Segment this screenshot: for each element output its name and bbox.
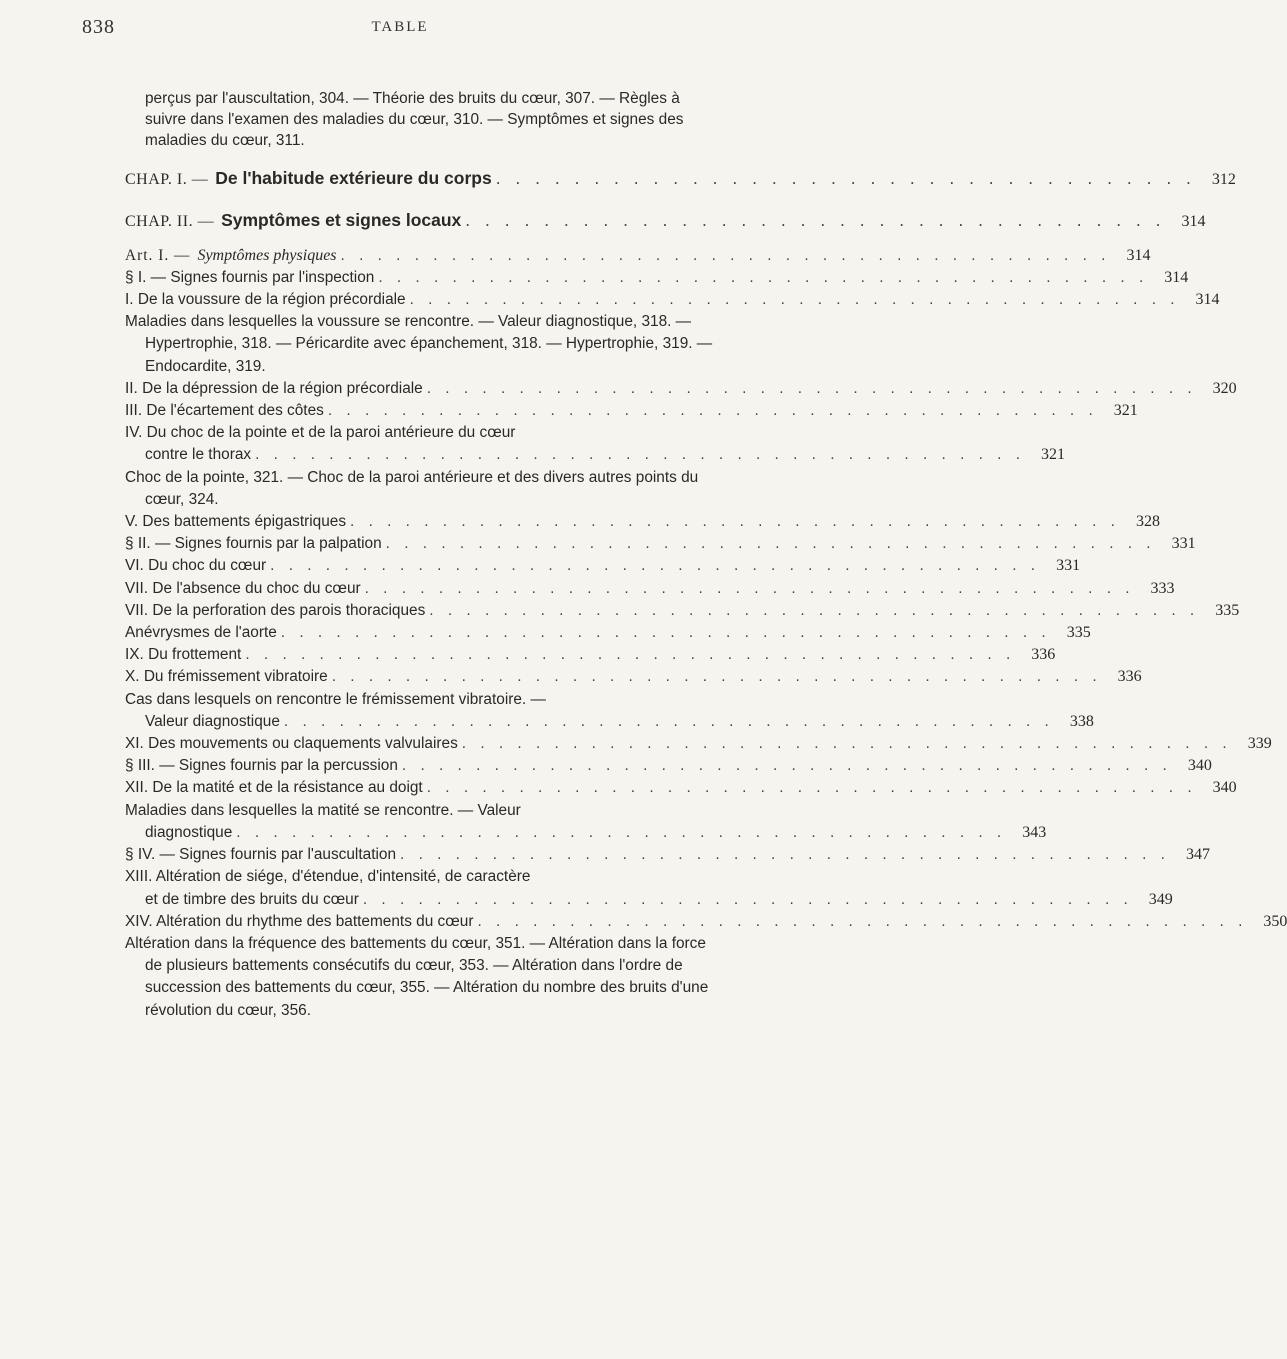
- chapter-label: CHAP. II. —: [125, 212, 215, 230]
- page-ref: 312: [1211, 170, 1236, 188]
- dot-leader: . . . . . . . . . . . . . . . . . . . . . . . . . . . . . . . . . . . . . . . . . .: [362, 890, 1133, 908]
- chapter-1-entry: [125, 166, 1236, 192]
- page-ref: 338: [1069, 712, 1094, 730]
- toc-entry: [125, 600, 1240, 622]
- dot-leader: . . . . . . . . . . . . . . . . . . . . . . . . . . . . . . . . . . . . . . . . . .: [280, 624, 1051, 642]
- entry-title: IX. Du frottement: [125, 646, 242, 664]
- toc-entry: [125, 511, 1160, 533]
- page-ref: 347: [1185, 846, 1210, 864]
- page-ref: 349: [1148, 890, 1173, 908]
- dot-leader: . . . . . . . . . . . . . . . . . . . . . . . . . . . . . . . . . . . . . . . . . .: [400, 846, 1170, 864]
- page-ref: 328: [1135, 513, 1160, 531]
- entry-title: XIV. Altération du rhythme des battements du cœur: [125, 912, 474, 930]
- entry-title: IV. Du choc de la pointe et de la paroi antérieure du cœur: [125, 424, 516, 442]
- page-ref: 336: [1117, 668, 1142, 686]
- toc-entry: [125, 378, 1237, 400]
- dot-leader: . . . . . . . . . . . . . . . . . . . . . . . . . . . . . . . . . . . . . . . . . .: [270, 557, 1041, 575]
- dot-leader: . . . . . . . . . . . . . . . . . . . . . . . . . . . . . . . . . . . . . . . . . .: [426, 379, 1197, 397]
- entry-title: XI. Des mouvements ou claquements valvulaires: [125, 735, 458, 753]
- entry-title: VII. De la perforation des parois thoraciques: [125, 601, 426, 619]
- toc-entry: [125, 578, 1175, 600]
- toc-entry-continuation: [125, 711, 1094, 733]
- dot-leader: . . . . . . . . . . . . . . . . . . . . . . . . . . . . . . . . . . . . . . . . . .: [378, 268, 1149, 286]
- dot-leader: . . . . . . . . . . . . . . . . . . . . . . . . . . . . . . . . . . . . . . . . . .: [477, 912, 1248, 930]
- intro-paragraph: perçus par l'auscultation, 304. — Théorie des bruits du cœur, 307. — Règles à suivre dans l'examen des maladies du cœur, 310. — Symptômes et signes des maladies du cœur, 311.: [145, 90, 684, 150]
- entry-title: II. De la dépression de la région précordiale: [125, 379, 423, 397]
- toc-entry-continuation: [125, 822, 1047, 844]
- dot-leader: . . . . . . . . . . . . . . . . . . . . . . . . . . . . . . . . . . . .: [465, 209, 1166, 230]
- toc-entry: [125, 422, 717, 444]
- dot-leader: . . . . . . . . . . . . . . . . . . . . . . . . . . . . . . . . . . . . . . . . . .: [283, 712, 1054, 730]
- toc-entry: [125, 689, 717, 711]
- dot-leader: . . . . . . . . . . . . . . . . . . . . . . . . . . . . . . . . . . . . . . . . . .: [364, 579, 1135, 597]
- entry-title: § III. — Signes fournis par la percussion: [125, 757, 398, 775]
- entry-title: Anévrysmes de l'aorte: [125, 624, 277, 642]
- toc-paragraph: Altération dans la fréquence des battements du cœur, 351. — Altération dans la force de plusieurs battements consécutifs du cœur, 353. — Altération dans l'ordre de succession des battements du cœur, 355. — Altération du nombre des bruits d'une révolution du cœur, 356.: [125, 934, 709, 1019]
- page-ref: 340: [1212, 779, 1237, 797]
- dot-leader: . . . . . . . . . . . . . . . . . . . . . . . . . . . . . . . . . . . . . . . . . .: [340, 246, 1111, 264]
- page-ref: 336: [1031, 646, 1056, 664]
- entry-title-continued: Valeur diagnostique: [145, 712, 280, 730]
- entry-title: Cas dans lesquels on rencontre le frémissement vibratoire. —: [125, 690, 546, 708]
- dot-leader: . . . . . . . . . . . . . . . . . . . . . . . . . . . . . . . . . . . . . . . . . .: [350, 513, 1120, 531]
- toc-entry-continuation: [125, 889, 1173, 911]
- dot-leader: . . . . . . . . . . . . . . . . . . . . . . . . . . . . . . . . . . . . . . . . . .: [255, 446, 1026, 464]
- toc-paragraph: Maladies dans lesquelles la voussure se rencontre. — Valeur diagnostique, 318. — Hypertrophie, 318. — Péricardite avec épanchement, 318. — Hypertrophie, 319. — Endocardite, 319.: [125, 313, 713, 375]
- entry-title: § IV. — Signes fournis par l'auscultation: [125, 846, 397, 864]
- dot-leader: . . . . . . . . . . . . . . . . . . . . . . . . . . . . . . . . . . . .: [495, 167, 1196, 188]
- page-ref: 333: [1150, 579, 1175, 597]
- entry-title: XII. De la matité et de la résistance au doigt: [125, 779, 423, 797]
- dot-leader: . . . . . . . . . . . . . . . . . . . . . . . . . . . . . . . . . . . . . . . . . .: [245, 646, 1016, 664]
- entry-title: III. De l'écartement des côtes: [125, 402, 324, 420]
- toc-entry: [125, 267, 1189, 289]
- article-label: Art. I. —: [125, 246, 191, 264]
- entry-title: § II. — Signes fournis par la palpation: [125, 535, 382, 553]
- toc-entry: [125, 844, 1210, 866]
- entry-title: Maladies dans lesquelles la matité se rencontre. — Valeur: [125, 801, 521, 819]
- entry-title-continued: et de timbre des bruits du cœur: [145, 890, 359, 908]
- entry-title: Symptômes physiques: [197, 246, 337, 264]
- entry-title-continued: contre le thorax: [145, 446, 252, 464]
- dot-leader: . . . . . . . . . . . . . . . . . . . . . . . . . . . . . . . . . . . . . . . . . .: [236, 823, 1007, 841]
- toc-entry: [125, 777, 1237, 799]
- page-ref: 335: [1066, 624, 1091, 642]
- entry-title: XIII. Altération de siége, d'étendue, d'intensité, de caractère: [125, 868, 531, 886]
- page-ref: 343: [1022, 823, 1047, 841]
- entry-title: I. De la voussure de la région précordiale: [125, 291, 406, 309]
- page-ref: 340: [1187, 757, 1212, 775]
- toc-entry: [125, 533, 1196, 555]
- page-number: 838: [82, 16, 115, 38]
- page-ref: 314: [1126, 246, 1151, 264]
- toc-entry: [125, 666, 1142, 688]
- dot-leader: . . . . . . . . . . . . . . . . . . . . . . . . . . . . . . . . . . . . . . . . . .: [409, 291, 1180, 309]
- toc-entry: [125, 800, 717, 822]
- page-ref: 339: [1247, 735, 1272, 753]
- dot-leader: . . . . . . . . . . . . . . . . . . . . . . . . . . . . . . . . . . . . . . . . . .: [401, 757, 1172, 775]
- chapter-title: De l'habitude extérieure du corps: [215, 167, 492, 188]
- chapter-2-entry: [125, 208, 1206, 234]
- toc-entry: [125, 400, 1138, 422]
- page-ref: 321: [1041, 446, 1066, 464]
- toc-entry: [125, 866, 717, 888]
- toc-paragraph: Choc de la pointe, 321. — Choc de la paroi antérieure et des divers autres points du cœur, 324.: [125, 468, 699, 508]
- page-ref: 335: [1215, 601, 1240, 619]
- toc-entry: [125, 622, 1091, 644]
- entry-title: X. Du frémissement vibratoire: [125, 668, 328, 686]
- dot-leader: . . . . . . . . . . . . . . . . . . . . . . . . . . . . . . . . . . . . . . . . . .: [385, 535, 1156, 553]
- chapter-title: Symptômes et signes locaux: [221, 209, 462, 230]
- toc-entry-continuation: [125, 444, 1066, 466]
- table-of-contents: [125, 88, 1287, 1022]
- dot-leader: . . . . . . . . . . . . . . . . . . . . . . . . . . . . . . . . . . . . . . . . . .: [461, 735, 1232, 753]
- toc-entry: [125, 644, 1056, 666]
- toc-entry: [125, 911, 1287, 933]
- running-title: TABLE: [371, 19, 429, 35]
- dot-leader: . . . . . . . . . . . . . . . . . . . . . . . . . . . . . . . . . . . . . . . . . .: [426, 779, 1197, 797]
- toc-entry: [125, 289, 1220, 311]
- toc-entry: [125, 245, 1151, 267]
- dot-leader: . . . . . . . . . . . . . . . . . . . . . . . . . . . . . . . . . . . . . . . . . .: [331, 668, 1102, 686]
- dot-leader: . . . . . . . . . . . . . . . . . . . . . . . . . . . . . . . . . . . . . . . . . .: [327, 402, 1098, 420]
- page-ref: 350: [1263, 912, 1287, 930]
- page-ref: 314: [1195, 291, 1220, 309]
- entry-title: V. Des battements épigastriques: [125, 513, 347, 531]
- toc-entry: [125, 555, 1081, 577]
- page-ref: 320: [1212, 379, 1237, 397]
- entry-list: [125, 245, 1287, 1022]
- dot-leader: . . . . . . . . . . . . . . . . . . . . . . . . . . . . . . . . . . . . . . . . . .: [429, 601, 1200, 619]
- entry-title: VII. De l'absence du choc du cœur: [125, 579, 361, 597]
- chapter-label: CHAP. I. —: [125, 170, 209, 188]
- page-ref: 314: [1181, 212, 1206, 230]
- toc-entry: [125, 755, 1212, 777]
- entry-title: § I. — Signes fournis par l'inspection: [125, 268, 375, 286]
- entry-title-continued: diagnostique: [145, 823, 233, 841]
- page-ref: 331: [1056, 557, 1081, 575]
- toc-entry: [125, 733, 1272, 755]
- page-ref: 314: [1164, 268, 1189, 286]
- page-ref: 331: [1171, 535, 1196, 553]
- entry-title: VI. Du choc du cœur: [125, 557, 267, 575]
- page-ref: 321: [1113, 402, 1138, 420]
